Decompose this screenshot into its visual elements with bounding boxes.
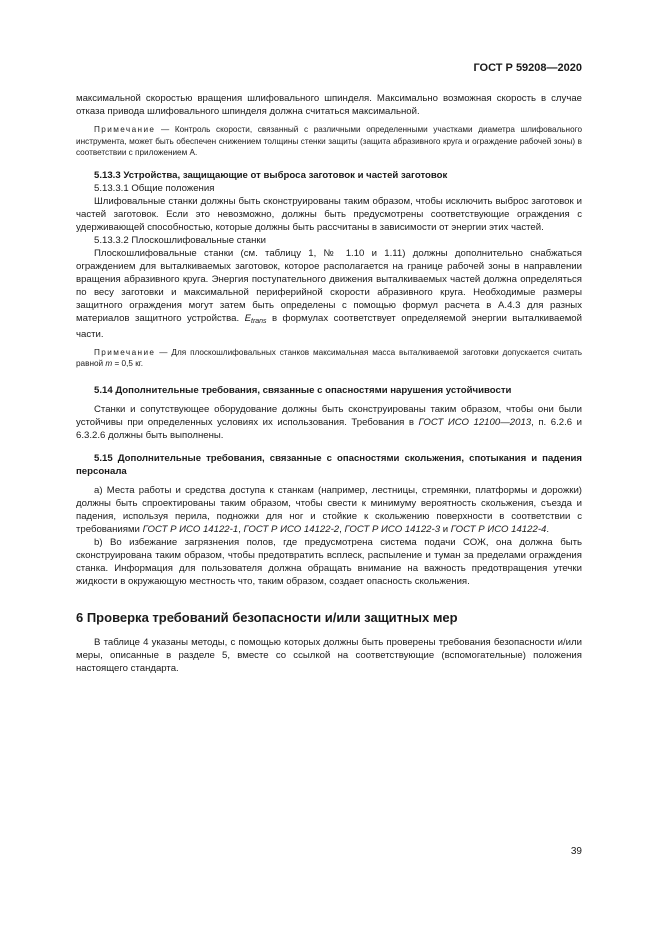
paragraph-5-14 (76, 403, 582, 442)
page-number: 39 (570, 846, 582, 857)
note-label: Примечание (94, 125, 156, 134)
paragraph-5-13-3-2-part-a: Плоскошлифовальные станки (см. таблицу 1, № 1.10 и 1.11) должны дополнительно снабжаться ограждением для выталкиваемых заготовок, которое располагается на границе рабочей зоны в направлении вращения абразивного круга. Энергия поступательного движения выталкиваемых частей должна определяться по весу заготовки и максимальной периферийной скорости абразивного круга. Необходимые размеры защитного ограждения могут затем быть определены с помощью формул расчета в А.4.3 для разных материалов защитного устройства. (76, 247, 582, 324)
subsection-heading-5-13-3-1: 5.13.3.1 Общие положения (94, 182, 215, 194)
note-label: Примечание (94, 347, 156, 357)
energy-symbol: E (244, 312, 251, 324)
paragraph-5-13-3-2 (76, 247, 582, 341)
energy-subscript: trans (251, 317, 267, 325)
subsection-heading-5-13-3-2: 5.13.3.2 Плоскошлифовальные станки (94, 234, 266, 246)
reference-14122-4: ГОСТ Р ИСО 14122-4 (450, 523, 547, 535)
section-heading-5-14: 5.14 Дополнительные требования, связанные с опасностями нарушения устойчивости (94, 384, 512, 396)
separator-and: и (440, 523, 451, 535)
reference-gost-iso-12100: ГОСТ ИСО 12100—2013 (418, 416, 532, 428)
separator-comma: , (238, 523, 244, 535)
note-1-text: — Контроль скорости, связанный с различными определенными участками диаметра шлифовального инструмента, может быть обеспечен снижением толщины стенки защиты (защита абразивного круга и ограждение рабочей зоны) в соответствии с приложением А. (76, 125, 582, 157)
note-2-text-a: — Для плоскошлифовальных станков максимальная масса выталкиваемой заготовки допускается считать равной (76, 347, 582, 368)
paragraph-5-14-part-a: Станки и сопутствующее оборудование должны быть сконструированы таким образом, чтобы они были устойчивы при определенных условиях их использования. Требования в (76, 403, 582, 428)
page-body (76, 92, 582, 675)
section-heading-6: 6 Проверка требований безопасности и/или защитных мер (76, 609, 458, 625)
paragraph-continuation: максимальной скоростью вращения шлифовального шпинделя. Максимально возможная скорость в случае отказа привода шлифовального шпинделя должна считаться максимальной. (76, 93, 582, 117)
separator-comma: , (339, 523, 345, 535)
note-2-text-b: = 0,5 кг. (112, 359, 144, 368)
reference-14122-3: ГОСТ Р ИСО 14122-3 (344, 523, 441, 535)
paragraph-6: В таблице 4 указаны методы, с помощью которых должны быть проверены требования безопасности и/или меры, описанные в разделе 5, вместе со ссылкой на соответствующие (вспомогательные) положения настоящего стандарта. (76, 636, 582, 674)
document-id-header: ГОСТ Р 59208—2020 (473, 62, 582, 74)
paragraph-5-15-a (76, 484, 582, 536)
paragraph-5-13-3-1: Шлифовальные станки должны быть сконструированы таким образом, чтобы исключить выброс заготовок и частей заготовок. Если это невозможно, должны быть предусмотрены соответствующие ограждения с удерживающей способностью, которые должны быть рассчитаны в зависимости от энергии этих частей. (76, 195, 582, 233)
paragraph-5-14-part-b: , п. 6.2.6 и 6.3.2.6 должны быть выполнены. (76, 416, 582, 441)
paragraph-5-13-3-2-part-b: в формулах соответствует определяемой энергии выталкиваемой части. (76, 312, 582, 340)
reference-14122-2: ГОСТ Р ИСО 14122-2 (243, 523, 340, 535)
note-1 (76, 124, 582, 159)
separator-period: . (546, 523, 550, 535)
paragraph-5-15-b: b) Во избежание загрязнения полов, где предусмотрена система подачи СОЖ, она должна быть сконструирована таким образом, чтобы предотвратить всплеск, распыление и туман за пределами ограждения станка. Информация для пользователя должна обращать внимание на важность предотвращения утечки жидкости в окружающую местность что, таким образом, создает опасность скольжения. (76, 536, 582, 587)
mass-symbol: m (105, 359, 113, 368)
section-heading-5-15: 5.15 Дополнительные требования, связанные с опасностями скольжения, спотыкания и падения персонала (76, 452, 582, 477)
reference-14122-1: ГОСТ Р ИСО 14122-1 (142, 523, 239, 535)
note-2 (76, 347, 582, 370)
paragraph-5-15-a-text: а) Места работы и средства доступа к станкам (например, лестницы, стремянки, платформы и дорожки) должны быть спроектированы таким образом, чтобы свести к минимуму вероятность скольжения, съезда и падения, используя перила, подножки для ног и стойкие к скольжению поверхности в соответствии с требованиями (76, 484, 582, 535)
section-heading-5-13-3: 5.13.3 Устройства, защищающие от выброса заготовок и частей заготовок (94, 169, 448, 181)
